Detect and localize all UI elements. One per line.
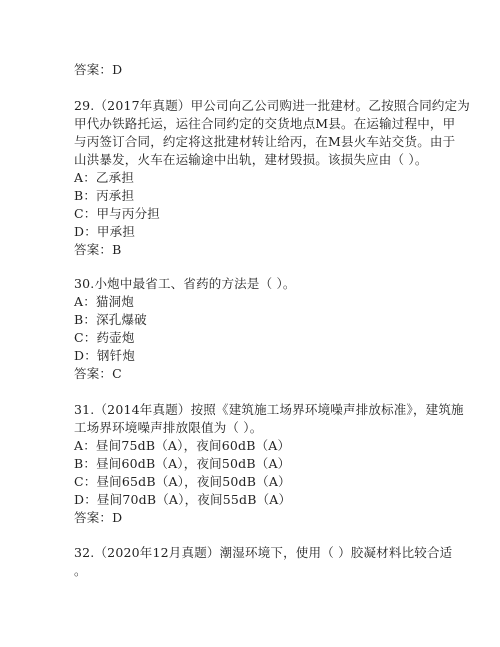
answer-28: 答案：D	[74, 62, 123, 77]
question-32-line-1: 32.（2020年12月真题）潮湿环境下，使用（ ）胶凝材料比较合适	[74, 545, 453, 560]
question-32-line-2: 。	[74, 563, 87, 578]
answer-29: 答案：B	[74, 242, 122, 257]
question-29-option-a: A：乙承担	[74, 170, 135, 185]
question-29-option-c: C：甲与丙分担	[74, 206, 160, 221]
question-30: 30.小炮中最省工、省药的方法是（ ）。	[74, 276, 296, 291]
question-30-option-a: A：猫洞炮	[74, 294, 135, 309]
question-31-option-a: A：昼间75dB（A），夜间60dB（A）	[74, 438, 291, 453]
question-31-option-b: B：昼间60dB（A），夜间50dB（A）	[74, 456, 291, 471]
question-29-line-1: 29.（2017年真题）甲公司向乙公司购进一批建材。乙按照合同约定为	[74, 98, 470, 113]
question-29-line-2: 甲代办铁路托运，运往合同约定的交货地点M县。在运输过程中，甲	[74, 116, 456, 131]
question-31-line-1: 31.（2014年真题）按照《建筑施工场界环境噪声排放标准》，建筑施	[74, 402, 464, 417]
question-29-line-3: 与丙签订合同，约定将这批建材转让给丙，在M县火车站交货。由于	[74, 134, 456, 149]
question-29-option-d: D：甲承担	[74, 224, 136, 239]
question-31-option-c: C：昼间65dB（A），夜间50dB（A）	[74, 474, 291, 489]
question-31-option-d: D：昼间70dB（A），夜间55dB（A）	[74, 492, 292, 507]
question-30-option-d: D：钢钎炮	[74, 348, 136, 363]
question-29-line-4: 山洪暴发，火车在运输途中出轨，建材毁损。该损失应由（ ）。	[74, 152, 428, 167]
question-30-option-b: B：深孔爆破	[74, 312, 147, 327]
answer-31: 答案：D	[74, 510, 123, 525]
question-29-option-b: B：丙承担	[74, 188, 135, 203]
question-30-option-c: C：药壶炮	[74, 330, 135, 345]
answer-30: 答案：C	[74, 366, 122, 381]
question-31-line-2: 工场界环境噪声排放限值为（ ）。	[74, 420, 263, 435]
